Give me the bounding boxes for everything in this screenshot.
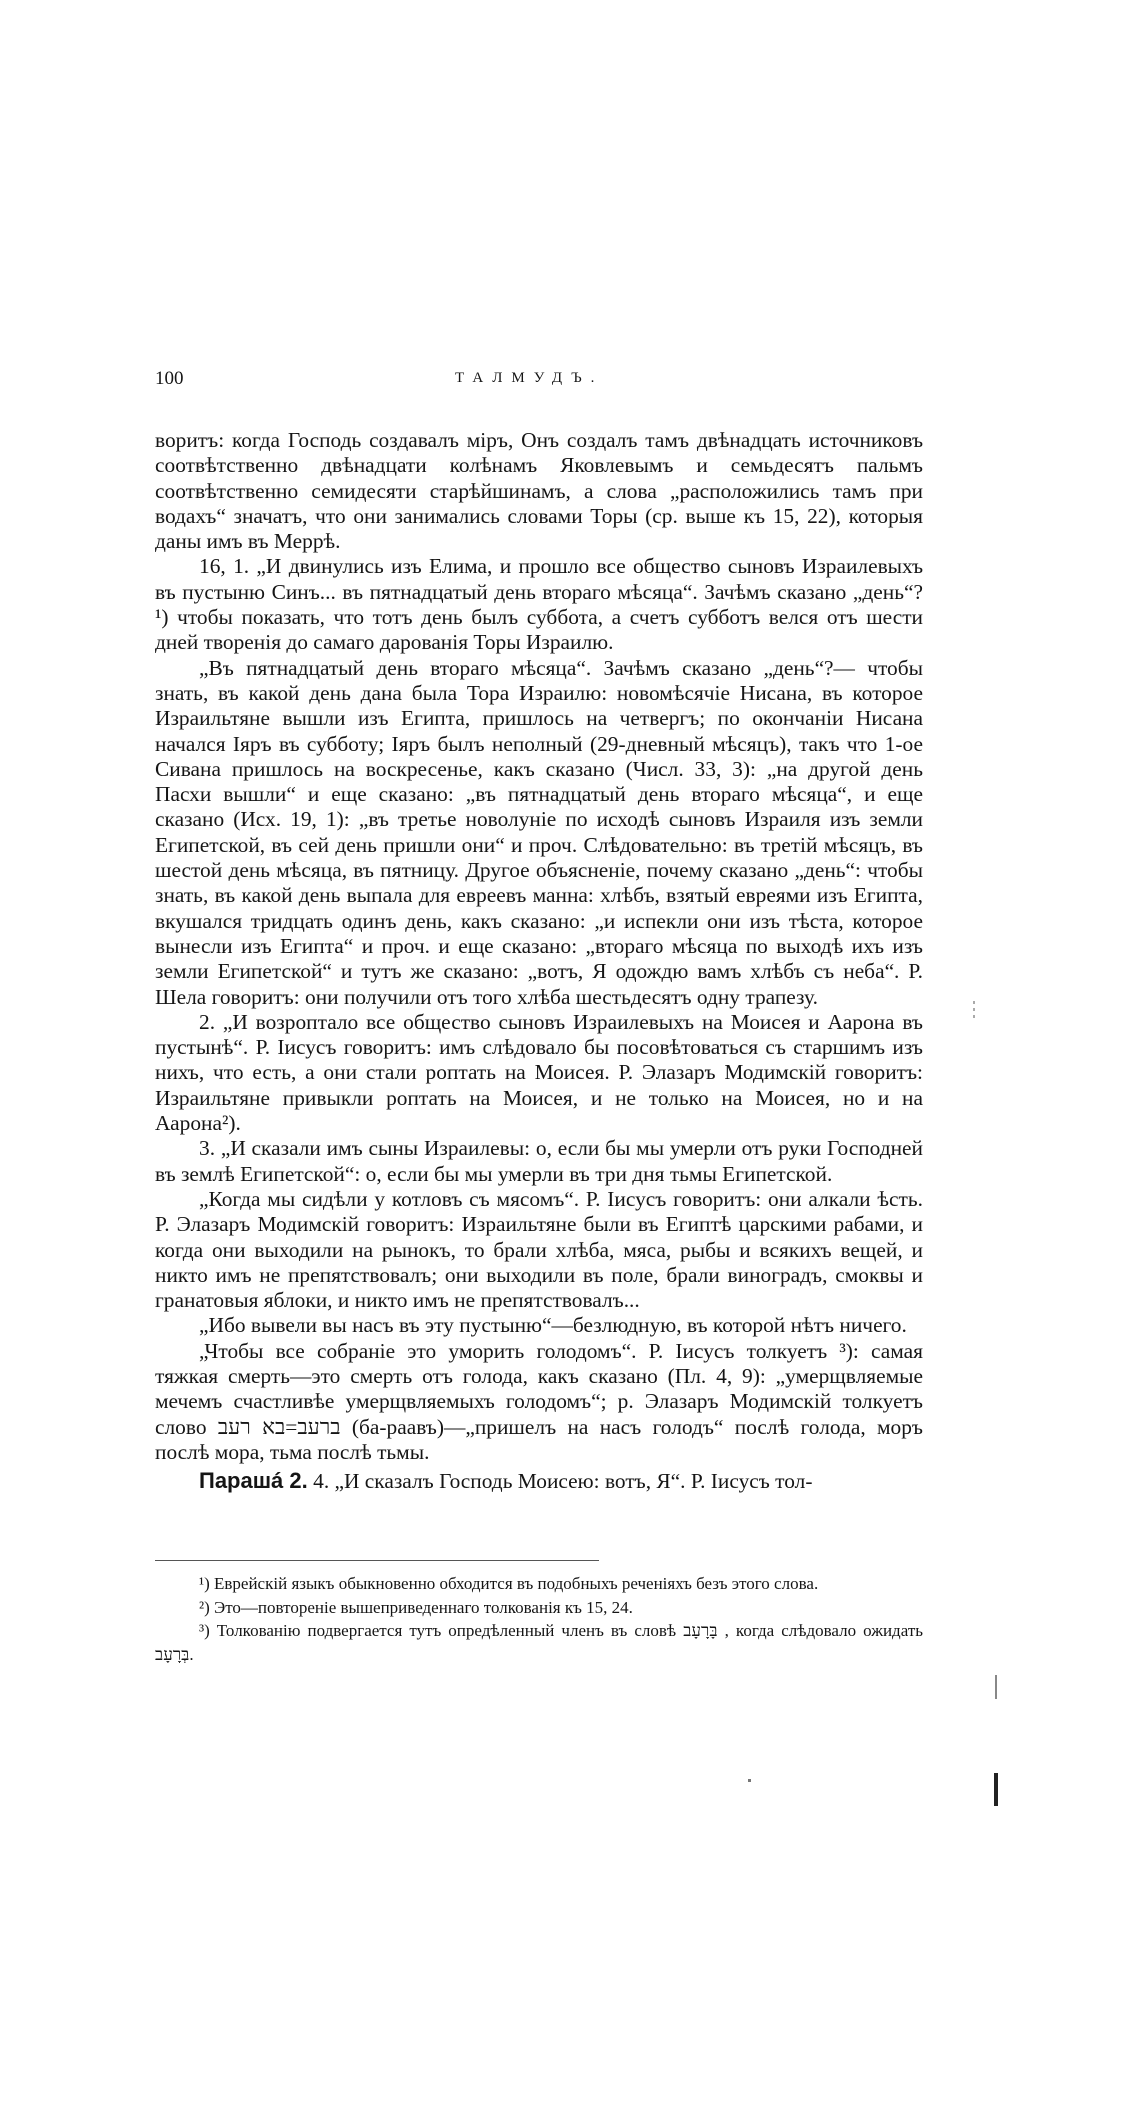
footnote-3: ³) Толкованію подвергается тутъ опредѣленный членъ въ словѣ בָּרָעָב , когда слѣдовало ожидать בְּרָעָב.	[155, 1621, 923, 1664]
parasha-line	[155, 1468, 923, 1494]
parasha-label: Парашá 2.	[199, 1468, 308, 1494]
paragraph-continuation: воритъ: когда Господь создавалъ міръ, Онъ создалъ тамъ двѣнадцать источниковъ соотвѣтственно двѣнадцати колѣнамъ Яковлевымъ и семьдесятъ пальмъ соотвѣтственно семидесяти старѣйшинамъ, а слова „расположились тамъ при водахъ“ значатъ, что они занимались словами Торы (ср. выше къ 15, 22), которыя даны имъ въ Меррѣ.	[155, 428, 923, 554]
paragraph-flesh-pots: „Когда мы сидѣли у котловъ съ мясомъ“. Р. Іисусъ говоритъ: они алкали ѣсть. Р. Элазаръ Модимскій говоритъ: Израильтяне были въ Египтѣ царскими рабами, и когда они выходили на рынокъ, то брали хлѣба, мяса, рыбы и всякихъ вещей, и никто имъ не препятствовалъ; они выходили въ поле, брали виноградъ, смоквы и гранатовыя яблоки, и никто имъ не препятствовалъ...	[155, 1186, 923, 1313]
footnote-2: ²) Это—повтореніе вышеприведеннаго толкованія къ 15, 24.	[199, 1597, 633, 1617]
paragraph-verse-3: 3. „И сказали имъ сыны Израилевы: о, если бы мы умерли отъ руки Господней въ землѣ Египетской“: о, если бы мы умерли въ три дня тьмы Египетской.	[155, 1136, 923, 1186]
paragraph-fifteenth-day: „Въ пятнадцатый день втораго мѣсяца“. Зачѣмъ сказано „день“?— чтобы знать, въ какой день дана была Тора Израилю: новомѣсячіе Нисана, въ которое Израильтяне вышли изъ Египта, пришлось на четвергъ; по окончаніи Нисана начался Іяръ въ субботу; Іяръ былъ неполный (29-дневный мѣсяцъ), такъ что 1-ое Сивана пришлось на воскресенье, какъ сказано (Числ. 33, 3): „на другой день Пасхи вышли“ и еще сказано: „въ пятнадцатый день втораго мѣсяца“, и еще сказано (Исх. 19, 1): „въ третье новолуніе по исходѣ сыновъ Израиля изъ земли Египетской, въ сей день пришли они“ и проч. Слѣдовательно: въ третій мѣсяцъ, въ шестой день мѣсяца, въ пятницу. Другое объясненіе, почему сказано „день“: чтобы знать, въ какой день выпала для евреевъ манна: хлѣбъ, взятый евреями изъ Египта, вкушался тридцать одинъ день, какъ сказано: „и испекли они изъ тѣста, которое вынесли изъ Египта“ и проч. и еще сказано: „втораго мѣсяца по выходѣ ихъ изъ земли Египетской“ и тутъ же сказано: „вотъ, Я одождю вамъ хлѣбъ съ неба“. Р. Шела говоритъ: они получили отъ того хлѣба шестьдесятъ одну трапезу.	[155, 655, 923, 1009]
page-header	[155, 368, 923, 398]
paragraph-verse-2: 2. „И возроптало все общество сыновъ Израилевыхъ на Моисея и Аарона въ пустынѣ“. Р. Іисусъ говоритъ: имъ слѣдовало бы посовѣтоваться съ старшимъ изъ нихъ, что есть, а они стали роптать на Моисея. Р. Элазаръ Модимскій говоритъ: Израильтяне привыкли роптать на Моисея, и не только на Моисея, но и на Аарона²).	[155, 1009, 923, 1136]
running-title: ТАЛМУДЪ.	[455, 370, 604, 386]
footnote-1: ¹) Еврейскій языкъ обыкновенно обходится въ подобныхъ реченіяхъ безъ этого слова.	[199, 1574, 819, 1593]
page-number: 100	[155, 368, 184, 389]
parasha-text: 4. „И сказалъ Господь Моисею: вотъ, Я“. Р. Іисусъ тол-	[313, 1469, 813, 1494]
footnotes	[155, 1572, 923, 1666]
body-text	[155, 428, 923, 1494]
paragraph-wilderness: „Ибо вывели вы насъ въ эту пустыню“—безлюдную, въ которой нѣтъ ничего.	[199, 1313, 907, 1338]
scan-artifact-upper	[995, 1675, 997, 1699]
footnote-divider	[155, 1560, 599, 1561]
scan-artifact-dot	[748, 1779, 751, 1782]
paragraph-16-1: 16, 1. „И двинулись изъ Елима, и прошло все общество сыновъ Израилевыхъ въ пустыню Синъ... въ пятнадцатый день втораго мѣсяца“. Зачѣмъ сказано „день“? ¹) чтобы показать, что тотъ день былъ суббота, а счетъ субботъ велся отъ шести дней творенія до самаго дарованія Торы Израилю.	[155, 554, 923, 655]
scan-artifact-lower	[994, 1773, 998, 1806]
scan-margin-marks	[973, 1001, 975, 1018]
paragraph-hunger: „Чтобы все собраніе это уморить голодомъ“. Р. Іисусъ толкуетъ ³): самая тяжкая смерть—это смерть отъ голода, какъ сказано (Пл. 4, 9): „умерщвляемые мечемъ счастливѣе умерщвляемыхъ голодомъ“; р. Элазаръ Модимскій толкуетъ слово ברעב=בא רעב (ба-раавъ)—„пришелъ на насъ голодъ“ послѣ голода, моръ послѣ мора, тьма послѣ тьмы.	[155, 1338, 923, 1464]
